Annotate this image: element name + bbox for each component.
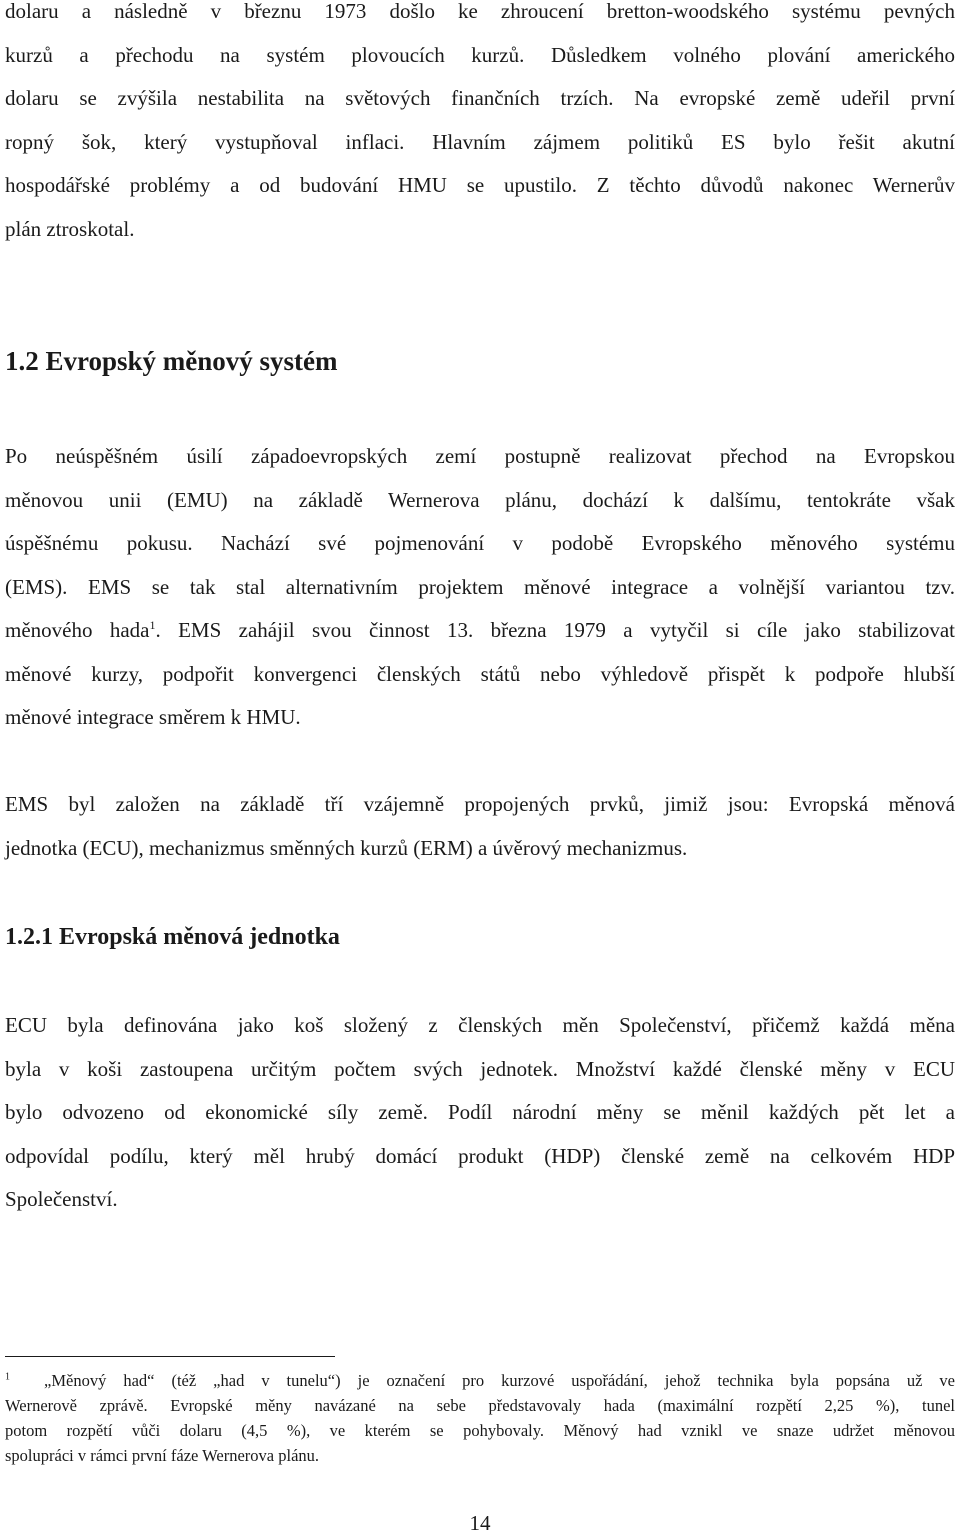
footnote-line-4: spolupráci v rámci první fáze Wernerova plánu. bbox=[5, 1446, 320, 1465]
section-heading-1-2: 1.2 Evropský měnový systém bbox=[5, 346, 338, 376]
section-1-2-1-paragraph bbox=[5, 1004, 955, 1222]
text-run: „Měnový had“ (též „had v tunelu“) je označení pro kurzové uspořádání, jehož technika byla popsána už ve bbox=[44, 1371, 956, 1390]
paragraph-top-line-4: ropný šok, který vystupňoval inflaci. Hlavním zájmem politiků ES bylo řešit akutní bbox=[5, 129, 955, 154]
paragraph-top-line-6: plán ztroskotal. bbox=[5, 216, 135, 241]
section-1-2-p1-line-6: měnové kurzy, podpořit konvergenci členských států nebo výhledově přispět k podpoře hlubší bbox=[5, 661, 955, 686]
section-1-2-1-line-5: Společenství. bbox=[5, 1187, 118, 1211]
section-1-2-p2-line-1: EMS byl založen na základě tří vzájemně propojených prvků, jimiž jsou: Evropská měnová bbox=[5, 792, 955, 816]
paragraph-top-line-3: dolaru se zvýšila nestabilita na světových finančních trzích. Na evropské země udeřil první bbox=[5, 86, 955, 110]
page-number: 14 bbox=[469, 1511, 491, 1535]
paragraph-top-line-1: dolaru a následně v březnu 1973 došlo ke zhroucení bretton-woodského systému pevných bbox=[5, 0, 955, 23]
section-1-2-1-line-2: byla v koši zastoupena určitým počtem svých jednotek. Množství každé členské měny v ECU bbox=[5, 1056, 955, 1081]
section-1-2-p1-line-3: úspěšnému pokusu. Nachází své pojmenování v podobě Evropského měnového systému bbox=[5, 531, 955, 555]
footnote-reference[interactable]: 1 bbox=[149, 618, 156, 632]
footnote-line-3: potom rozpětí vůči dolaru (4,5 %), ve kterém se pohybovaly. Měnový had vznikl ve snaze udržet měnovou bbox=[5, 1421, 955, 1440]
section-1-2-p1-line-4: (EMS). EMS se tak stal alternativním projektem měnové integrace a volnější variantou tzv. bbox=[5, 574, 955, 599]
section-1-2-p1-line-7: měnové integrace směrem k HMU. bbox=[5, 705, 301, 729]
text-run: měnového hada bbox=[5, 618, 150, 642]
text-run: . EMS zahájil svou činnost 13. března 1979 a vytyčil si cíle jako stabilizovat bbox=[155, 618, 955, 642]
footnote-line-1 bbox=[5, 1368, 955, 1393]
section-1-2-paragraph-1 bbox=[5, 435, 955, 740]
footnote-marker: 1 bbox=[5, 1371, 10, 1383]
footnote-line-2: Wernerově zprávě. Evropské měny navázané na sebe představovaly hada (maximální rozpětí 2,25 %), tunel bbox=[5, 1396, 955, 1415]
paragraph-top-line-5: hospodářské problémy a od budování HMU se upustilo. Z těchto důvodů nakonec Wernerův bbox=[5, 173, 955, 197]
section-heading-1-2-1: 1.2.1 Evropská měnová jednotka bbox=[5, 924, 340, 950]
section-1-2-p1-line-1: Po neúspěšném úsilí západoevropských zemí postupně realizovat přechod na Evropskou bbox=[5, 444, 955, 468]
footnote-separator bbox=[5, 1356, 335, 1357]
section-1-2-paragraph-2 bbox=[5, 783, 955, 870]
section-1-2-1-line-1: ECU byla definována jako koš složený z členských měn Společenství, přičemž každá měna bbox=[5, 1013, 955, 1037]
section-1-2-p2-line-2: jednotka (ECU), mechanizmus směnných kurzů (ERM) a úvěrový mechanizmus. bbox=[5, 835, 688, 860]
section-1-2-1-line-4: odpovídal podílu, který měl hrubý domácí produkt (HDP) členské země na celkovém HDP bbox=[5, 1143, 955, 1168]
section-1-2-p1-line-5 bbox=[5, 609, 955, 653]
section-1-2-1-line-3: bylo odvozeno od ekonomické síly země. Podíl národní měny se měnil každých pět let a bbox=[5, 1100, 955, 1124]
footnote bbox=[5, 1368, 955, 1468]
paragraph-top bbox=[5, 0, 955, 251]
section-1-2-p1-line-2: měnovou unii (EMU) na základě Wernerova plánu, dochází k dalšímu, tentokráte však bbox=[5, 487, 955, 512]
paragraph-top-line-2: kurzů a přechodu na systém plovoucích kurzů. Důsledkem volného plování amerického bbox=[5, 42, 955, 67]
